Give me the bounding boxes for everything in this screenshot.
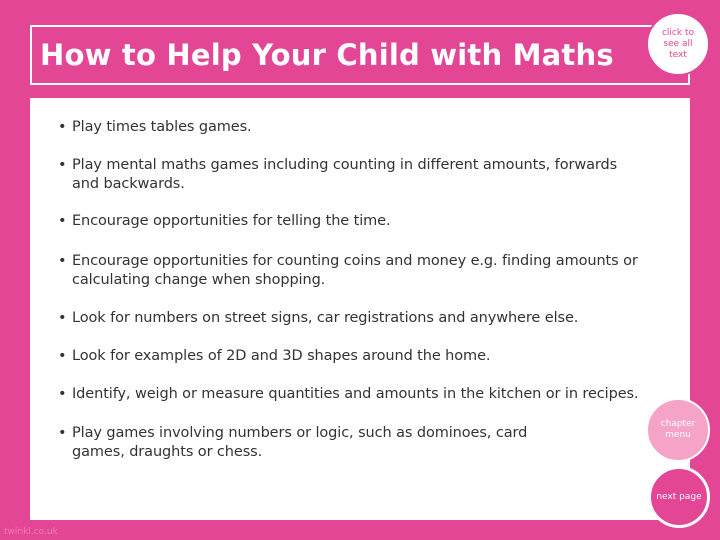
list-item [58, 385, 672, 404]
list-item [58, 118, 632, 137]
list-item [58, 156, 632, 194]
list-item-text: Identify, weigh or measure quantities and amounts in the kitchen or in recipes. [72, 386, 639, 402]
bullet-dot: • [58, 157, 67, 173]
list-item-text: Look for numbers on street signs, car registrations and anywhere else. [72, 310, 579, 326]
bullet-dot: • [58, 253, 67, 269]
list-item-text: Encourage opportunities for telling the time. [72, 213, 391, 229]
list-item [58, 252, 692, 290]
chapter-menu-button[interactable] [646, 398, 710, 462]
list-item [58, 212, 632, 231]
footer-brand: twinkl.co.uk [4, 527, 58, 537]
next-page-button[interactable] [648, 466, 710, 528]
list-item-text: Play games involving numbers or logic, such as dominoes, card games, draughts or chess. [72, 425, 528, 460]
list-item-text: Play mental maths games including counting in different amounts, forwards and backwards. [72, 157, 618, 192]
page-title: How to Help Your Child with Maths [40, 38, 614, 72]
list-item [58, 347, 672, 366]
show-all-text-label: click to see all text [661, 27, 694, 60]
show-all-text-button[interactable] [646, 12, 710, 76]
bullet-dot: • [58, 425, 67, 441]
list-item-text: Encourage opportunities for counting coins and money e.g. finding amounts or calculating change when shopping. [72, 253, 638, 288]
list-item-text: Look for examples of 2D and 3D shapes around the home. [72, 348, 491, 364]
chapter-menu-label: chapter menu [660, 419, 696, 440]
bullet-dot: • [58, 119, 67, 135]
next-page-label: next page [656, 491, 702, 502]
list-item [58, 309, 672, 328]
bullet-dot: • [58, 310, 67, 326]
list-item-text: Play times tables games. [72, 119, 252, 135]
bullet-dot: • [58, 213, 67, 229]
bullet-dot: • [58, 348, 67, 364]
bullet-dot: • [58, 386, 67, 402]
list-item [58, 424, 562, 462]
